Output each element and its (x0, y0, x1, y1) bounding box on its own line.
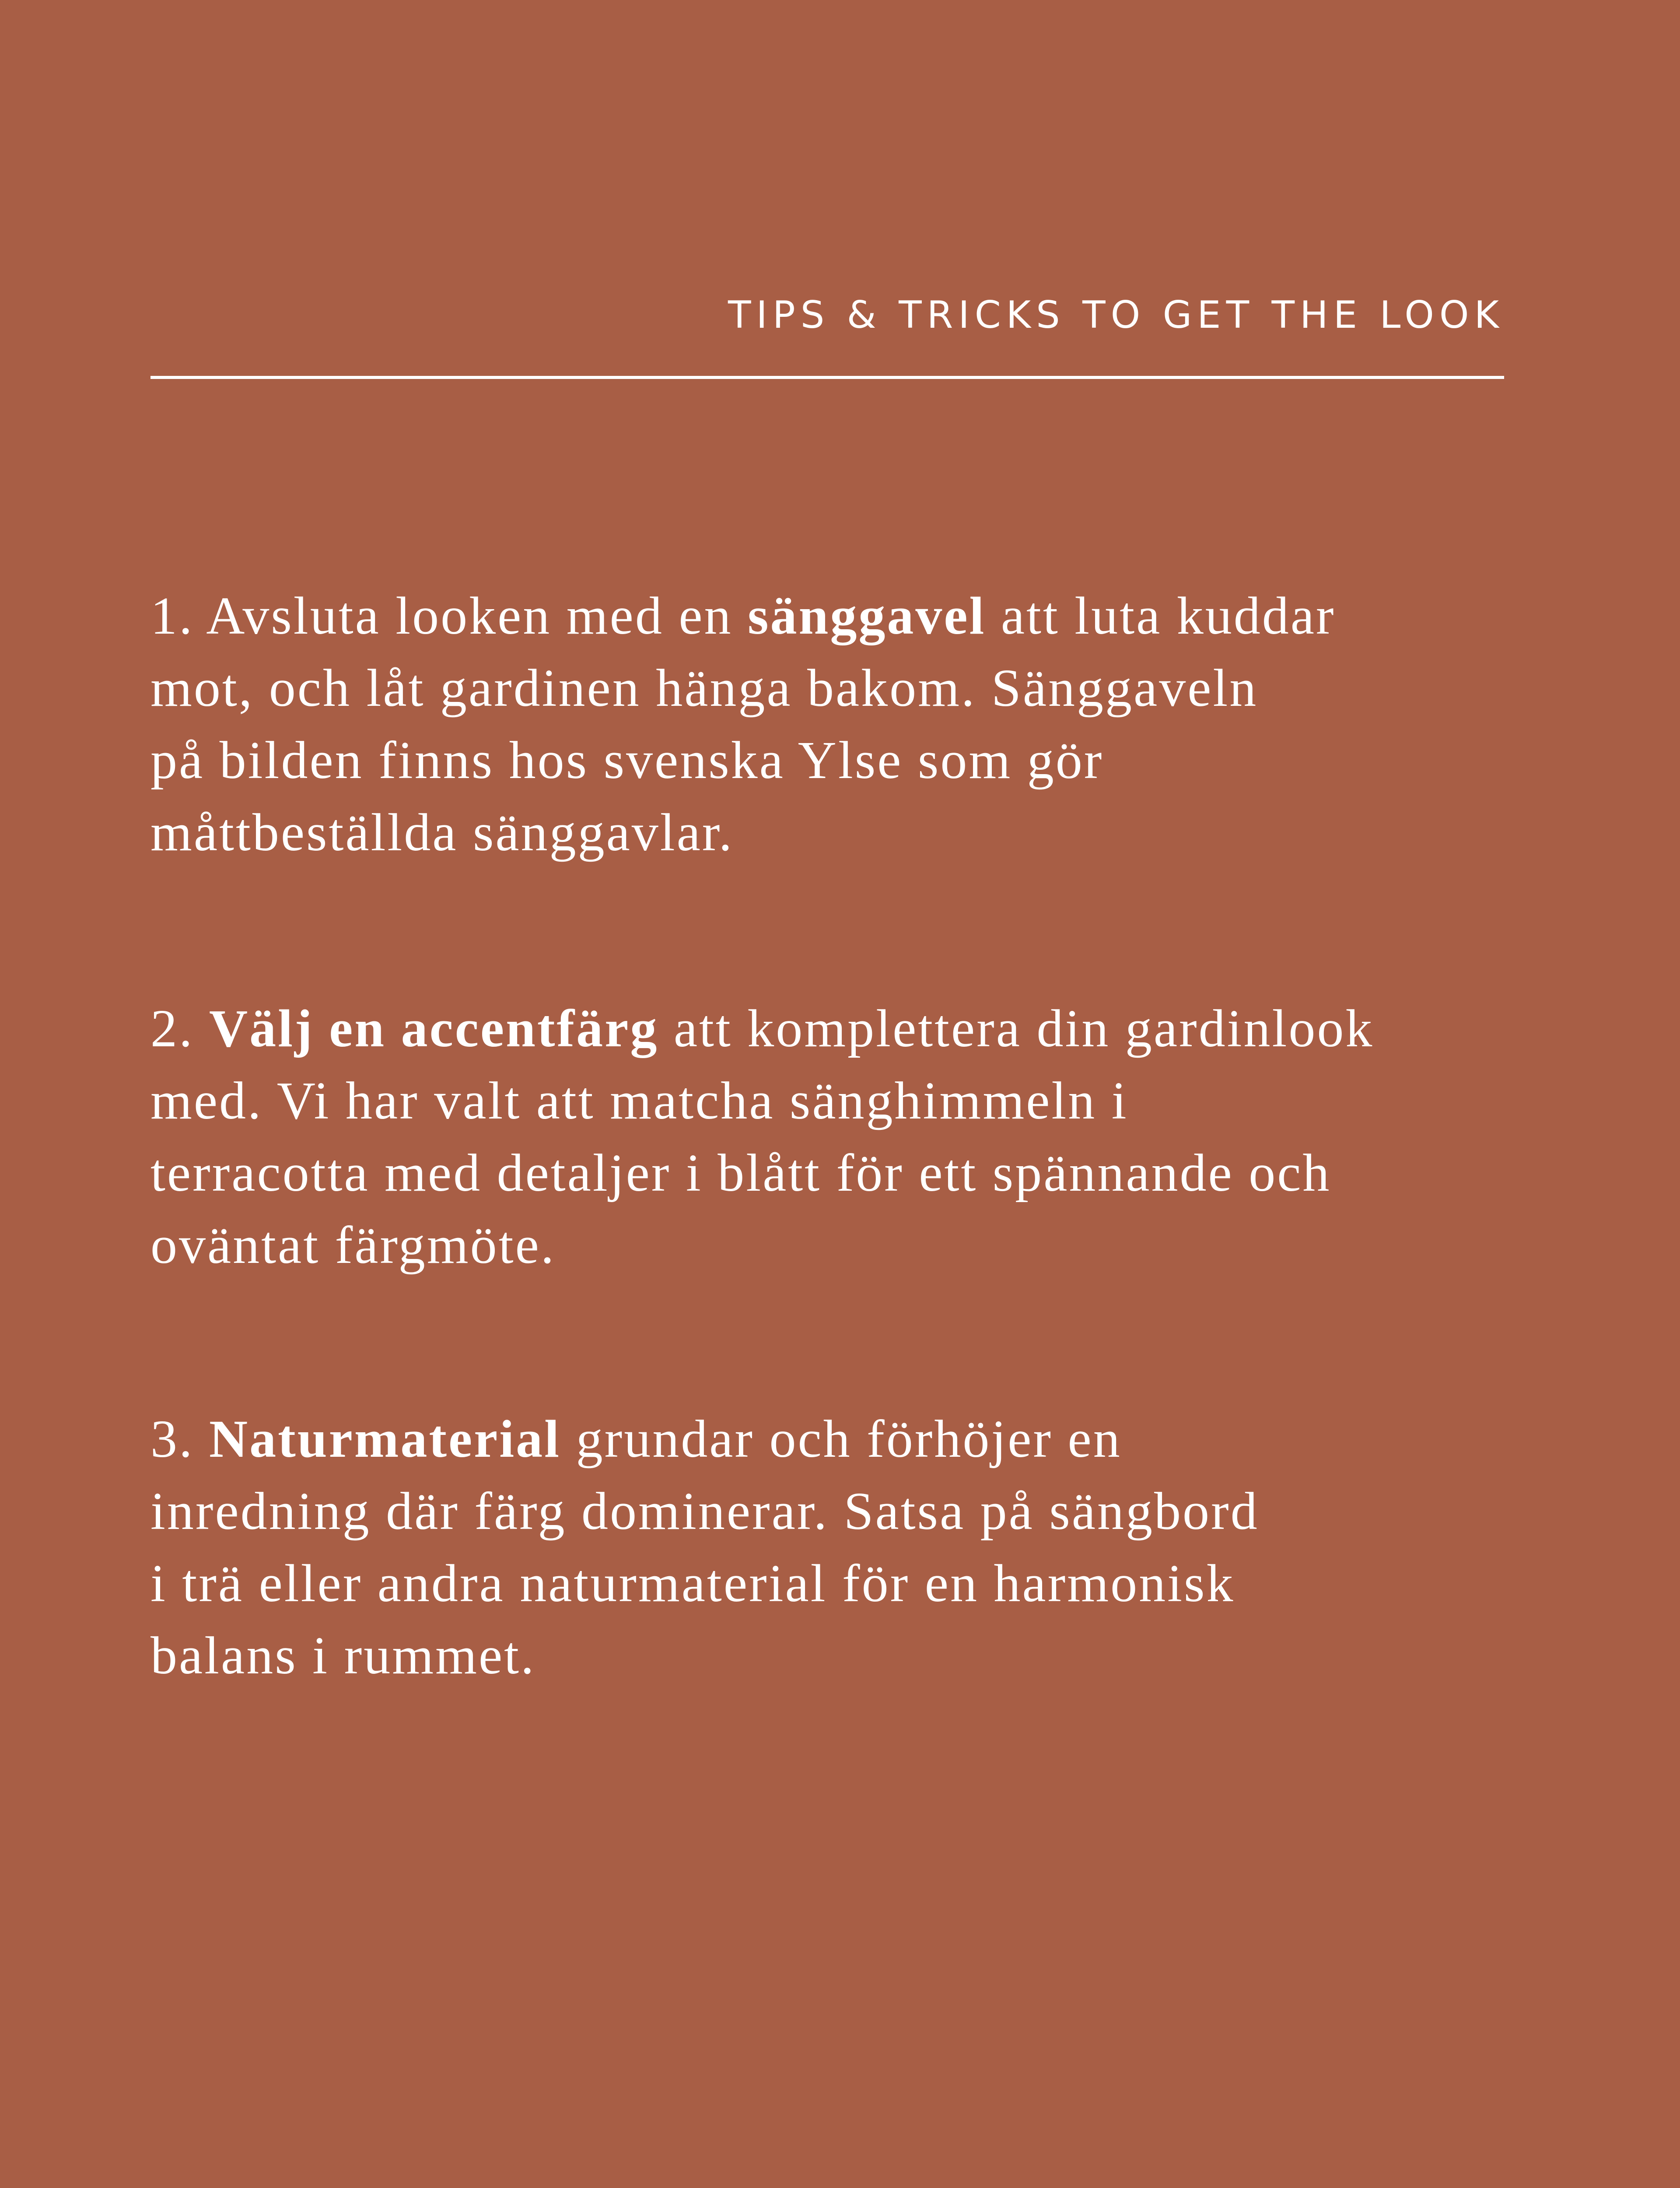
tip-2-line-3: terracotta med detaljer i blått för ett spännande och (150, 1143, 1331, 1203)
tip-2-keyword: Välj en accentfärg (209, 999, 659, 1058)
tip-3-text: grundar och förhöjer en (561, 1410, 1122, 1469)
tip-2-text: att komplettera din gardinlook (658, 999, 1374, 1058)
tip-2-line-4: oväntat färgmöte. (150, 1216, 556, 1275)
tip-3-line-1 (150, 1403, 1550, 1475)
tip-3-keyword: Naturmaterial (209, 1410, 561, 1469)
tip-2-number-text: 2. (150, 999, 209, 1058)
page-header-title: TIPS & TRICKS TO GET THE LOOK (728, 293, 1504, 337)
tip-2-line-2: med. Vi har valt att matcha sänghimmeln i (150, 1071, 1128, 1130)
tip-1-line-2: mot, och låt gardinen hänga bakom. Sänggaveln (150, 659, 1258, 718)
tip-1-number-text: 1. Avsluta looken med en (150, 586, 748, 645)
header-divider (150, 376, 1504, 379)
tip-1-keyword: sänggavel (747, 586, 986, 645)
tip-1-line-1 (150, 580, 1550, 652)
tip-3-number-text: 3. (150, 1410, 209, 1469)
tip-3-line-3: i trä eller andra naturmaterial för en harmonisk (150, 1554, 1235, 1613)
tip-3 (150, 1403, 1550, 1692)
tip-1-line-3: på bilden finns hos svenska Ylse som gör (150, 731, 1104, 790)
tip-1 (150, 580, 1550, 869)
tip-1-line-4: måttbeställda sänggavlar. (150, 803, 734, 862)
tip-2-line-1 (150, 992, 1550, 1065)
tip-1-text: att luta kuddar (986, 586, 1336, 645)
tip-3-line-2: inredning där färg dominerar. Satsa på sängbord (150, 1482, 1259, 1541)
tip-2 (150, 992, 1550, 1281)
tip-3-line-4: balans i rummet. (150, 1626, 536, 1685)
